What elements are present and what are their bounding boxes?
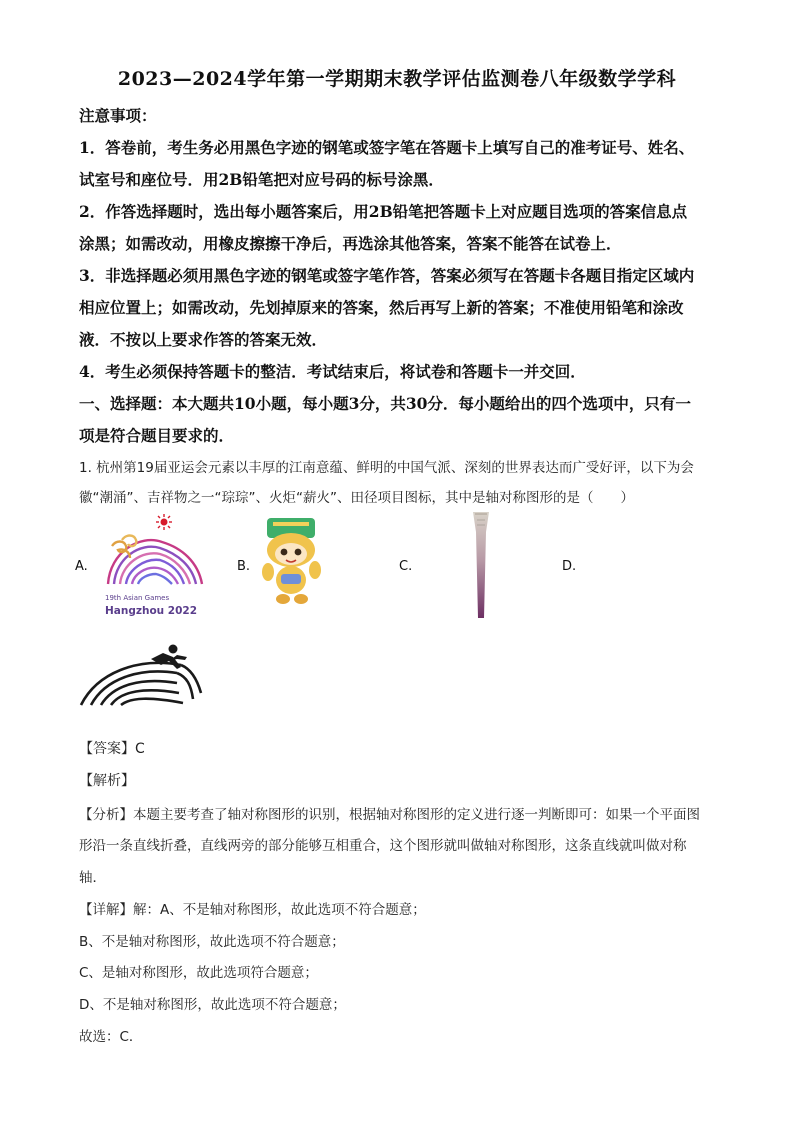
notice-line: 液．不按以上要求作答的答案无效． <box>79 330 328 349</box>
analysis-line: 故选：C． <box>79 1029 143 1045</box>
analysis-line: 【分析】本题主要考查了轴对称图形的识别，根据轴对称图形的定义进行逐一判断即可：如果一个平面图 <box>79 807 700 823</box>
analysis-line: D、不是轴对称图形，故此选项不符合题意； <box>79 997 346 1013</box>
athletics-pictogram-image <box>77 643 205 707</box>
emblem-caption-line2: Hangzhou 2022 <box>105 605 198 617</box>
document-title: 2023—2024学年第一学期期末教学评估监测卷八年级数学学科 <box>117 68 677 90</box>
notice-heading: 注意事项： <box>79 106 157 125</box>
torch-xinhuo-image <box>466 510 496 622</box>
mascot-congcong-image <box>255 514 327 608</box>
asian-games-emblem-image <box>100 512 210 620</box>
analysis-line: B、不是轴对称图形，故此选项不符合题意； <box>79 934 345 950</box>
emblem-caption-line1: 19th Asian Games <box>105 594 170 602</box>
notice-line: 试室号和座位号．用2B铅笔把对应号码的标号涂黑． <box>79 170 444 189</box>
notice-line: 涂黑；如需改动，用橡皮擦擦干净后，再选涂其他答案，答案不能答在试卷上． <box>79 234 622 253</box>
notice-line: 相应位置上；如需改动，先划掉原来的答案，然后再写上新的答案；不准使用铅笔和涂改 <box>79 298 684 317</box>
analysis-line: C、是轴对称图形，故此选项符合题意； <box>79 965 318 981</box>
section-heading: 项是符合题目要求的． <box>79 426 235 445</box>
notice-line: 4．考生必须保持答题卡的整洁．考试结束后，将试卷和答题卡一并交回． <box>79 362 586 381</box>
option-b-label: B. <box>237 559 251 574</box>
sun-icon <box>156 514 172 530</box>
analysis-line: 轴． <box>79 870 106 886</box>
analysis-line: 【详解】解：A、不是轴对称图形，故此选项不符合题意； <box>79 902 426 918</box>
option-c-label: C. <box>399 559 413 574</box>
analysis-line: 形沿一条直线折叠，直线两旁的部分能够互相重合，这个图形就叫做轴对称图形，这条直线就叫做对称 <box>79 838 687 854</box>
analysis-heading: 【解析】 <box>79 773 135 789</box>
answer-line: 【答案】C <box>79 741 145 757</box>
notice-line: 1．答卷前，考生务必用黑色字迹的钢笔或签字笔在答题卡上填写自己的准考证号、姓名、 <box>79 138 695 157</box>
notice-line: 2．作答选择题时，选出每小题答案后，用2B铅笔把答题卡上对应题目选项的答案信息点 <box>79 202 688 221</box>
section-heading: 一、选择题：本大题共10小题，每小题3分，共30分．每小题给出的四个选项中，只有一 <box>79 394 691 413</box>
option-a-label: A. <box>75 559 88 574</box>
option-d-label: D. <box>562 559 577 574</box>
question-text: 徽“潮涌”、吉祥物之一“琮琮”、火炬“薪火”、田径项目图标，其中是轴对称图形的是（ ） <box>79 490 634 506</box>
notice-line: 3．非选择题必须用黑色字迹的钢笔或签字笔作答，答案必须写在答题卡各题目指定区域内 <box>79 266 695 285</box>
question-text: 1. 杭州第19届亚运会元素以丰厚的江南意蕴、鲜明的中国气派、深刻的世界表达而广受好评，以下为会 <box>79 460 694 476</box>
